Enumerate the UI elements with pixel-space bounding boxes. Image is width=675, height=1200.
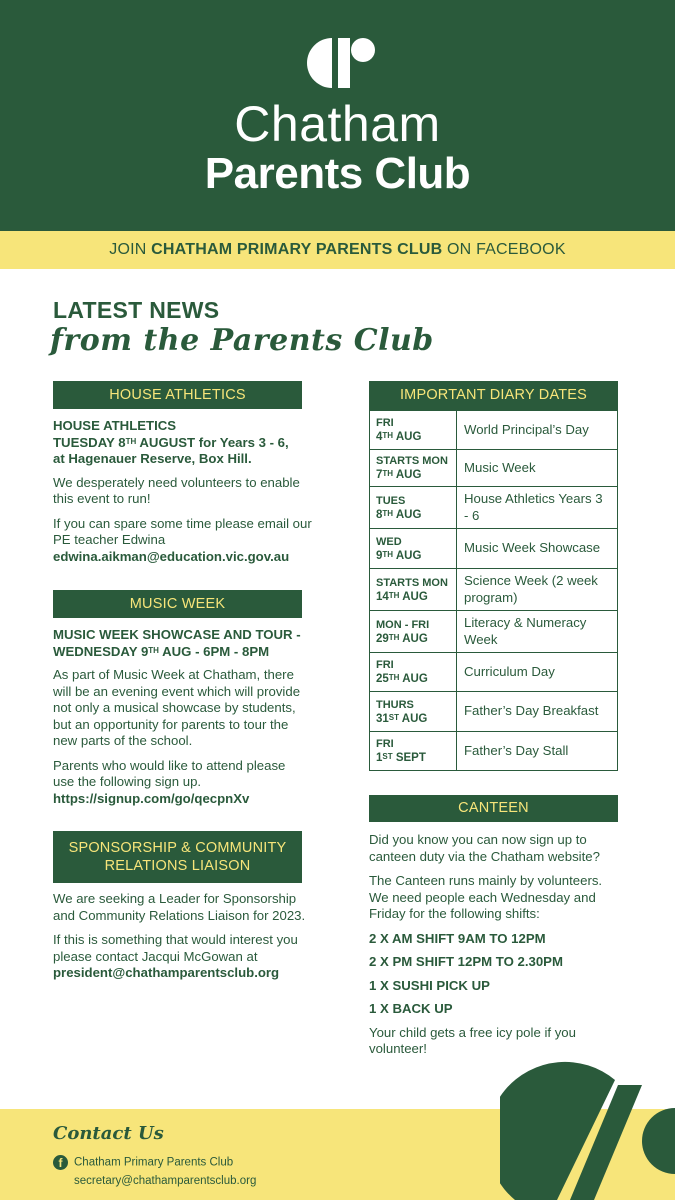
diary-sup: TH [388,632,400,642]
diary-row [370,732,618,771]
brand-name-top: Chatham [234,96,441,152]
ha-email-link[interactable]: edwina.aikman@education.vic.gov.au [53,548,290,564]
diary-num: 4 [376,431,383,443]
diary-event: Literacy & Numeracy Week [457,611,618,653]
canteen-shift2: 2 X PM SHIFT 12PM TO 2.30PM [369,954,563,969]
diary-month: AUG [399,673,428,685]
diary-day: STARTS MON [376,455,448,467]
diary-date [370,692,457,732]
canteen-shift3: 1 X SUSHI PICK UP [369,977,490,993]
footer-facebook-link[interactable] [53,1155,233,1171]
diary-dates-table [369,410,618,771]
diary-date [370,653,457,692]
banner-prefix: JOIN [109,241,152,258]
banner-bold: CHATHAM PRIMARY PARENTS CLUB [151,241,443,258]
ha-para1: We desperately need volunteers to enable this event to run! [53,474,300,506]
diary-sup: ST [388,712,400,722]
canteen-shift4: 1 X BACK UP [369,1001,453,1016]
diary-sup: TH [382,508,394,518]
diary-event: House Athletics Years 3 - 6 [457,487,618,529]
diary-day: FRI [376,417,394,429]
music-week-heading: MUSIC WEEK [53,590,302,618]
diary-day: WED [376,535,402,548]
ha-line2-post: AUGUST for Years 3 - 6, [136,434,289,450]
brand-name-bottom: Parents Club [204,149,471,198]
sponsorship-heading [53,831,302,883]
facebook-join-banner[interactable] [0,231,675,269]
diary-event: World Principal’s Day [457,411,618,450]
diary-event: Curriculum Day [457,653,618,692]
diary-row [370,529,618,569]
diary-day: STARTS MON [376,576,448,589]
diary-num: 29 [376,632,389,645]
diary-month: AUG [393,508,422,521]
diary-month: AUG [399,632,428,645]
canteen-para3: Your child gets a free icy pole if you volunteer! [369,1024,576,1056]
diary-row [370,569,618,611]
diary-row [370,692,618,732]
diary-num: 31 [376,712,389,725]
diary-day: FRI [376,659,394,671]
mw-line2: WEDNESDAY 9 [53,643,149,659]
mw-line2-sup: TH [148,645,159,655]
diary-day: FRI [376,738,394,750]
latest-news-subtitle: from the Parents Club [50,323,434,358]
diary-event: Music Week [457,450,618,487]
diary-row [370,653,618,692]
sp-para2: If this is something that would interest you please contact Jacqui McGowan at [53,932,298,964]
diary-row [370,450,618,487]
diary-dates-heading: IMPORTANT DIARY DATES [369,381,618,410]
sp-email-link[interactable]: president@chathamparentsclub.org [53,965,280,980]
diary-day: THURS [376,698,414,711]
diary-sup: TH [382,549,394,559]
canteen-heading: CANTEEN [369,795,618,822]
latest-news-title: LATEST NEWS [53,297,220,323]
chatham-logo-mark-icon [306,38,376,88]
diary-date [370,450,457,487]
facebook-icon: f [53,1155,68,1170]
diary-event: Father’s Day Stall [457,732,618,771]
ha-para2: If you can spare some time please email our PE teacher Edwina [53,515,312,547]
diary-sup: TH [388,590,400,600]
diary-date [370,569,457,611]
diary-num: 14 [376,590,389,603]
mw-signup-link[interactable]: https://signup.com/go/qecpnXv [53,790,250,806]
diary-row [370,411,618,450]
diary-num: 1 [376,752,383,764]
diary-sup: ST [382,752,393,761]
diary-month: AUG [393,549,422,562]
diary-date [370,611,457,653]
diary-event: Science Week (2 week program) [457,569,618,611]
diary-date [370,411,457,450]
sp-para1: We are seeking a Leader for Sponsorship and Community Relations Liaison for 2023. [53,891,306,923]
mw-para2: Parents who would like to attend please use the following sign up. [53,757,286,789]
diary-month: AUG [399,712,428,725]
diary-sup: TH [388,673,400,682]
ha-line3: at Hagenauer Reserve, Box Hill. [53,451,252,466]
diary-month: AUG [399,590,428,603]
ha-line1: HOUSE ATHLETICS [53,418,177,433]
mw-line1: MUSIC WEEK SHOWCASE AND TOUR - [53,627,301,642]
diary-event: Music Week Showcase [457,529,618,569]
decorative-logo-shapes-icon [500,1060,675,1200]
canteen-para1: Did you know you can now sign up to canteen duty via the Chatham website? [369,832,600,864]
house-athletics-body [53,418,313,565]
diary-date [370,529,457,569]
ha-line2: TUESDAY 8 [53,434,126,450]
diary-num: 9 [376,549,383,562]
mw-line2-post: AUG - 6PM - 8PM [158,643,270,659]
diary-sup: TH [382,431,394,440]
sponsorship-heading-line2: RELATIONS LIAISON [104,858,251,874]
diary-sup: TH [382,469,394,478]
diary-row [370,487,618,529]
diary-month: AUG [393,469,422,481]
ha-line2-sup: TH [125,436,137,446]
diary-num: 7 [376,469,383,481]
diary-day: TUES [376,494,406,507]
diary-event: Father’s Day Breakfast [457,692,618,732]
diary-num: 25 [376,673,389,685]
diary-day: MON - FRI [376,618,430,631]
diary-row [370,611,618,653]
canteen-para2: The Canteen runs mainly by volunteers. We need people each Wednesday and Friday for the following shifts: [369,873,603,921]
sponsorship-heading-line1: SPONSORSHIP & COMMUNITY [68,840,287,856]
music-week-body [53,627,309,807]
footer-email-link[interactable]: secretary@chathamparentsclub.org [74,1175,257,1187]
canteen-body [369,832,625,1066]
contact-us-title: Contact Us [53,1123,164,1144]
diary-date [370,487,457,529]
diary-month: AUG [393,431,422,443]
diary-num: 8 [376,508,383,521]
canteen-shift1: 2 X AM SHIFT 9AM TO 12PM [369,930,546,946]
sponsorship-body [53,891,307,982]
header [0,0,675,231]
diary-month: SEPT [392,752,426,764]
banner-suffix: ON FACEBOOK [442,241,566,258]
mw-para1: As part of Music Week at Chatham, there will be an evening event which will provide not only a musical showcase by students, but an opportunity for parents to tour the new parts of the school. [53,667,301,748]
house-athletics-heading: HOUSE ATHLETICS [53,381,302,409]
diary-date [370,732,457,771]
footer-facebook-name: Chatham Primary Parents Club [74,1156,234,1169]
